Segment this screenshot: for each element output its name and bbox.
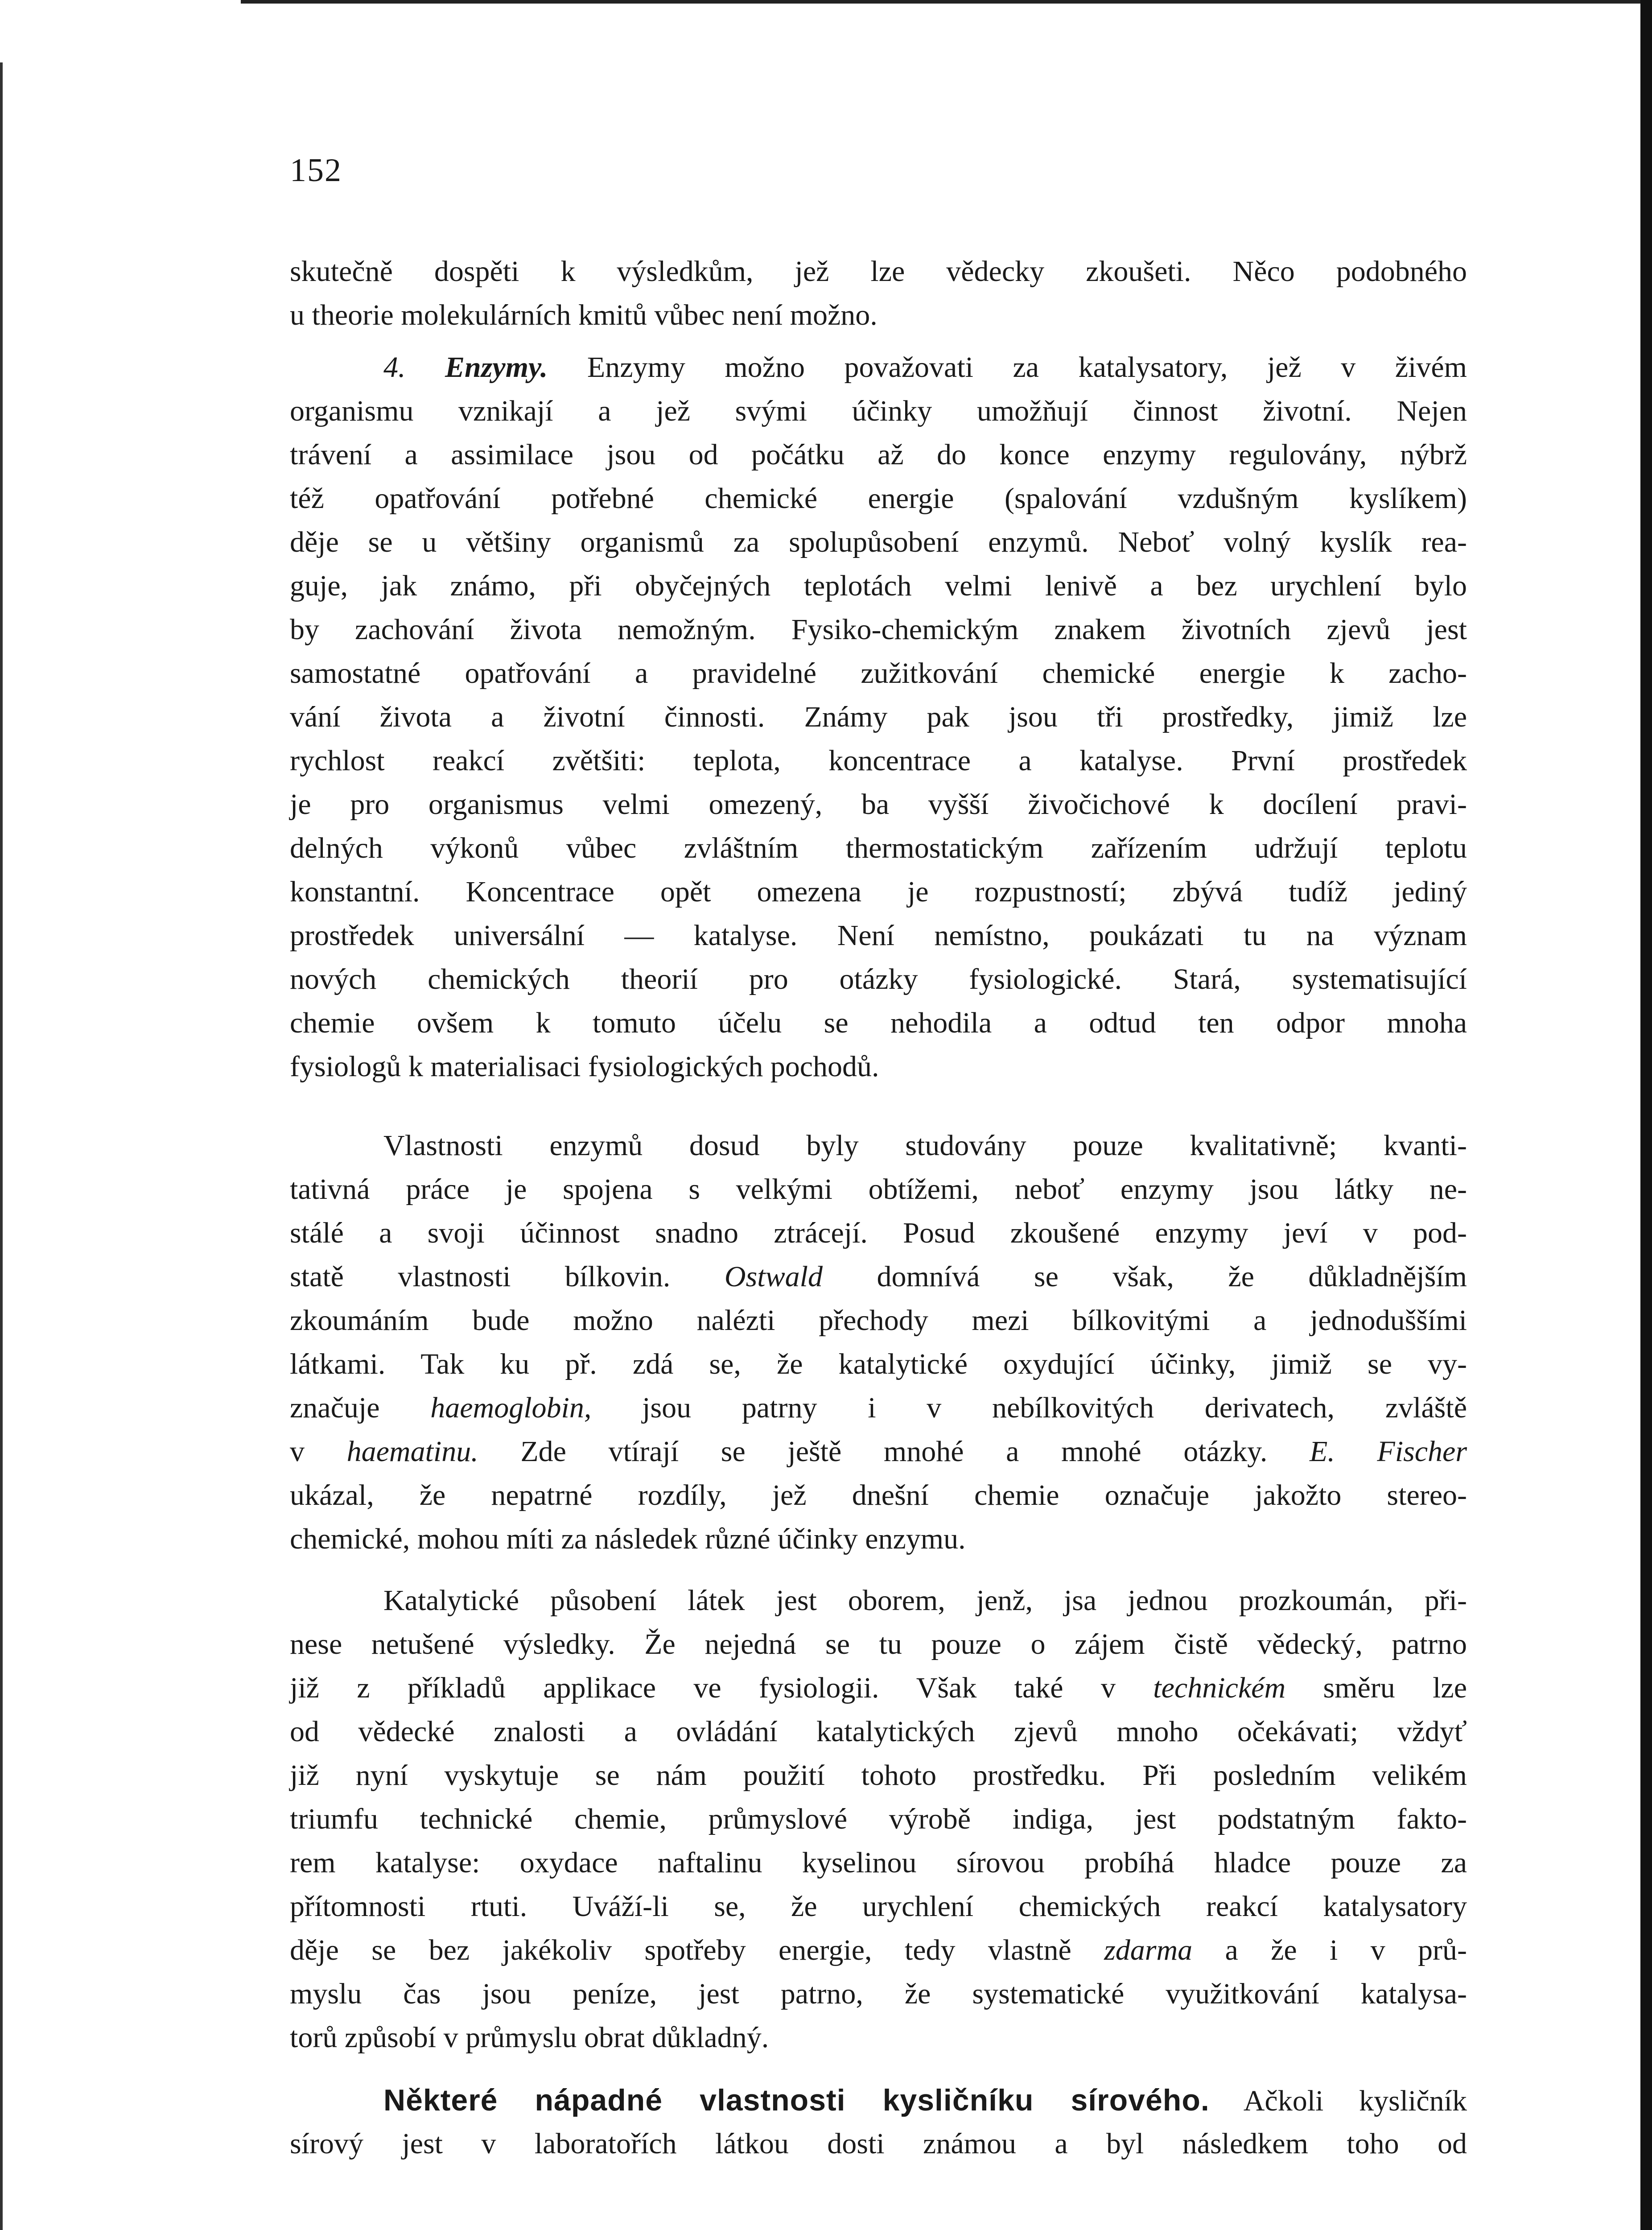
text-line: u theorie molekulárních kmitů vůbec není možno. xyxy=(290,299,877,331)
text-line: prostředek universální — katalyse. Není nemístno, poukázati tu na význam xyxy=(290,919,1467,952)
text-line xyxy=(290,1666,1467,1710)
paragraph-continuation xyxy=(290,250,1467,337)
paragraph-enzymy xyxy=(290,346,1467,1089)
scan-border-left xyxy=(0,62,3,2230)
section-heading: Některé nápadné vlastnosti kysličníku sírového. xyxy=(383,2083,1210,2117)
text-line: je pro organismus velmi omezený, ba vyšší živočichové k docílení pravi- xyxy=(290,788,1467,821)
text-line: Katalytické působení látek jest oborem, jenž, jsa jednou prozkoumán, při- xyxy=(383,1584,1467,1617)
text-line: chemie ovšem k tomuto účelu se nehodila a odtud ten odpor mnoha xyxy=(290,1007,1467,1039)
text-line: nese netušené výsledky. Že nejedná se tu pouze o zájem čistě vědecký, patrno xyxy=(290,1628,1467,1660)
text-line: tativná práce je spojena s velkými obtížemi, neboť enzymy jsou látky ne- xyxy=(290,1173,1467,1206)
text-line xyxy=(290,1430,1467,1474)
text-line: fysiologů k materialisaci fysiologických pochodů. xyxy=(290,1050,879,1083)
page-number: 152 xyxy=(290,152,342,189)
section-number: 4. xyxy=(383,351,406,384)
text-span: děje se bez jakékoliv spotřeby energie, tedy vlastně xyxy=(290,1934,1071,1966)
text-line: již nyní vyskytuje se nám použití tohoto prostředku. Při posledním velikém xyxy=(290,1759,1467,1792)
text-span: již z příkladů applikace ve fysiologii. Však také v xyxy=(290,1672,1116,1704)
text-line: samostatné opatřování a pravidelné zužitkování chemické energie k zacho- xyxy=(290,657,1467,690)
italic-term: haematinu. xyxy=(346,1435,478,1468)
text-line: trávení a assimilace jsou od počátku až do konce enzymy regulovány, nýbrž xyxy=(290,438,1467,471)
text-line xyxy=(290,1255,1467,1299)
scan-border-right xyxy=(1640,0,1652,2230)
paragraph-vlastnosti xyxy=(290,1124,1467,1561)
text-line: Vlastnosti enzymů dosud byly studovány pouze kvalitativně; kvanti- xyxy=(383,1129,1467,1162)
text-line: chemické, mohou míti za následek různé účinky enzymu. xyxy=(290,1523,966,1555)
text-line: by zachování života nemožným. Fysiko-chemickým znakem životních zjevů jest xyxy=(290,613,1467,646)
text-line: vání života a životní činnosti. Známy pak jsou tři prostředky, jimiž lze xyxy=(290,701,1467,733)
text-line: delných výkonů vůbec zvláštním thermostatickým zařízením udržují teplotu xyxy=(290,832,1467,864)
text-line xyxy=(290,1386,1467,1430)
text-span: jsou patrny i v nebílkovitých derivatech, zvláště xyxy=(642,1392,1467,1424)
text-span: v xyxy=(290,1435,305,1468)
text-span: směru lze xyxy=(1323,1672,1467,1704)
italic-term: technickém xyxy=(1153,1672,1286,1704)
scan-border-top xyxy=(241,0,1640,4)
text-span: Ačkoli kysličník xyxy=(1243,2085,1467,2117)
text-line: nových chemických theorií pro otázky fysiologické. Stará, systematisující xyxy=(290,963,1467,995)
text-line: rychlost reakcí zvětšiti: teplota, koncentrace a katalyse. První prostředek xyxy=(290,744,1467,777)
text-line: konstantní. Koncentrace opět omezena je rozpustností; zbývá tudíž jediný xyxy=(290,875,1467,908)
text-line: stálé a svoji účinnost snadno ztrácejí. Posud zkoušené enzymy jeví v pod- xyxy=(290,1217,1467,1249)
text-span: značuje xyxy=(290,1392,380,1424)
text-line: přítomnosti rtuti. Uváží-li se, že urychlení chemických reakcí katalysatory xyxy=(290,1890,1467,1923)
paragraph-kyslicnik xyxy=(290,2078,1467,2166)
text-line: organismu vznikají a jež svými účinky umožňují činnost životní. Nejen xyxy=(290,395,1467,427)
text-span: domnívá se však, že důkladnějším xyxy=(877,1260,1467,1293)
text-line: ukázal, že nepatrné rozdíly, jež dnešní chemie označuje jakožto stereo- xyxy=(290,1479,1467,1511)
text-line: zkoumáním bude možno nalézti přechody mezi bílkovitými a jednoduššími xyxy=(290,1304,1467,1337)
text-line: myslu čas jsou peníze, jest patrno, že systematické využitkování katalysa- xyxy=(290,1978,1467,2010)
text-span: a že i v prů- xyxy=(1225,1934,1467,1966)
text-line: též opatřování potřebné chemické energie (spalování vzdušným kyslíkem) xyxy=(290,482,1467,515)
text-line xyxy=(290,2078,1467,2122)
text-span: Enzymy možno považovati za katalysatory, jež v živém xyxy=(587,351,1467,384)
text-line: torů způsobí v průmyslu obrat důkladný. xyxy=(290,2021,769,2054)
author-name: Ostwald xyxy=(724,1260,823,1293)
text-line: od vědecké znalosti a ovládání katalytických zjevů mnoho očekávati; vždyť xyxy=(290,1715,1467,1748)
text-line: rem katalyse: oxydace naftalinu kyselinou sírovou probíhá hladce pouze za xyxy=(290,1846,1467,1879)
section-title: Enzymy. xyxy=(445,351,548,384)
text-span: Zde vtírají se ještě mnohé a mnohé otázky. xyxy=(520,1435,1268,1468)
author-name: E. Fischer xyxy=(1310,1435,1467,1468)
text-span: statě vlastnosti bílkovin. xyxy=(290,1260,671,1293)
italic-term: haemoglobin, xyxy=(430,1392,592,1424)
text-line: látkami. Tak ku př. zdá se, že katalytické oxydující účinky, jimiž se vy- xyxy=(290,1348,1467,1380)
text-line: skutečně dospěti k výsledkům, jež lze vědecky zkoušeti. Něco podobného xyxy=(290,255,1467,288)
text-line: triumfu technické chemie, průmyslové výrobě indiga, jest podstatným fakto- xyxy=(290,1803,1467,1835)
text-line: sírový jest v laboratořích látkou dosti známou a byl následkem toho od xyxy=(290,2127,1467,2160)
text-line xyxy=(290,346,1467,389)
text-line: guje, jak známo, při obyčejných teplotách velmi lenivě a bez urychlení bylo xyxy=(290,570,1467,602)
text-line: děje se u většiny organismů za spolupůsobení enzymů. Neboť volný kyslík rea- xyxy=(290,526,1467,558)
italic-term: zdarma xyxy=(1104,1934,1193,1966)
text-line xyxy=(290,1929,1467,1972)
paragraph-katalyticke xyxy=(290,1579,1467,2060)
